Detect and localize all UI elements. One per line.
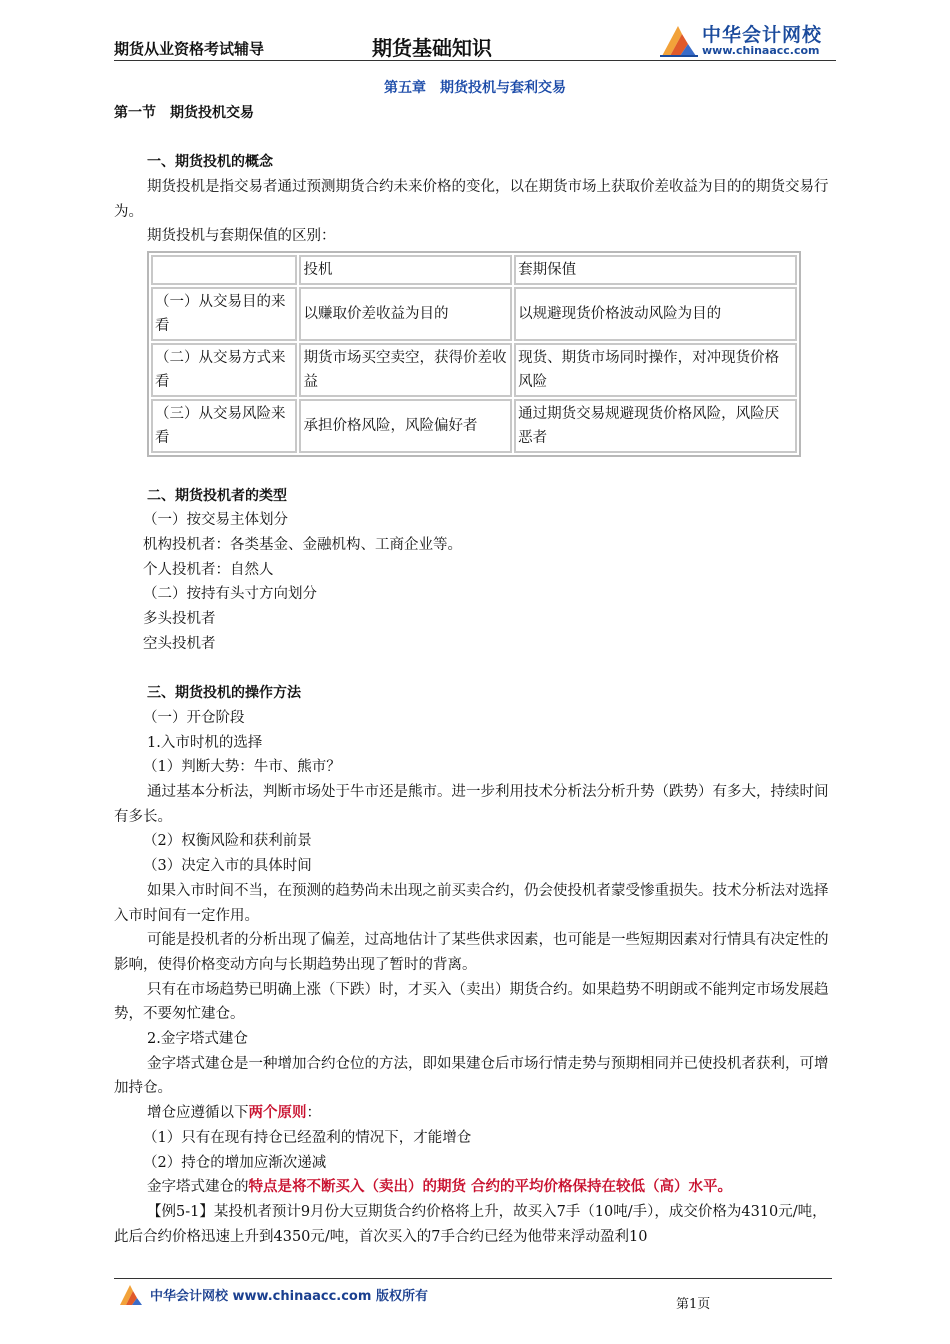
logo-url: www.chinaacc.com bbox=[702, 44, 820, 57]
list-item: 2.金字塔式建仓 bbox=[147, 1031, 248, 1048]
paragraph-example: 【例5-1】某投机者预计9月份大豆期货合约价格将上升，故买入7手（10吨/手），成交价格为4310元/吨，此后合约价格迅速上升到4350元/吨，首次买入的7手合约已经为他带来浮动盈利10 bbox=[114, 1203, 827, 1245]
table-header-cell: 投机 bbox=[299, 255, 512, 285]
table-cell: （一）从交易目的来看 bbox=[151, 287, 297, 341]
logo-name: 中华会计网校 bbox=[702, 24, 823, 46]
list-item: 多头投机者 bbox=[143, 611, 216, 628]
site-logo[interactable] bbox=[658, 18, 836, 60]
text-run: 金字塔式建仓的 bbox=[147, 1179, 249, 1196]
heading-concept: 一、期货投机的概念 bbox=[147, 154, 273, 171]
document-body bbox=[114, 76, 836, 1249]
table-header-cell: 套期保值 bbox=[514, 255, 797, 285]
list-item: 1.入市时机的选择 bbox=[147, 734, 263, 751]
highlight-text: 两个原则 bbox=[248, 1104, 307, 1122]
text-run: 增仓应遵循以下 bbox=[147, 1105, 249, 1122]
table-cell: 期货市场买空卖空，获得价差收益 bbox=[299, 343, 512, 397]
highlight-text: 特点是将不断买入（卖出）的期货 合约的平均价格保持在较低（高）水平。 bbox=[248, 1178, 733, 1196]
table-cell: （二）从交易方式来看 bbox=[151, 343, 297, 397]
page-footer bbox=[114, 1278, 832, 1319]
table-row bbox=[151, 343, 797, 397]
footer-copyright: 中华会计网校 www.chinaacc.com 版权所有 bbox=[150, 1289, 428, 1304]
table-row bbox=[151, 287, 797, 341]
table-header-cell bbox=[151, 255, 297, 285]
chapter-title: 第五章 期货投机与套利交易 bbox=[384, 80, 566, 96]
table-header-row bbox=[151, 255, 797, 285]
list-item: （2）权衡风险和获利前景 bbox=[143, 833, 312, 850]
heading-types: 二、期货投机者的类型 bbox=[147, 487, 287, 504]
footer-logo-icon bbox=[118, 1283, 144, 1307]
list-item: （一）按交易主体划分 bbox=[143, 512, 288, 529]
list-item: （一）开仓阶段 bbox=[143, 709, 245, 726]
list-item: （3）决定入市的具体时间 bbox=[143, 858, 312, 875]
list-item: 机构投机者：各类基金、金融机构、工商企业等。 bbox=[143, 537, 462, 553]
header-center-title: 期货基础知识 bbox=[372, 36, 492, 60]
paragraph: 只有在市场趋势已明确上涨（下跌）时，才买入（卖出）期货合约。如果趋势不明朗或不能判定市场发展趋势，不要匆忙建仓。 bbox=[114, 981, 829, 1023]
paragraph: 通过基本分析法，判断市场处于牛市还是熊市。进一步利用技术分析法分析升势（跌势）有多大，持续时间有多长。 bbox=[114, 784, 829, 825]
list-item: （2）持仓的增加应渐次递减 bbox=[143, 1154, 327, 1171]
section-title: 第一节 期货投机交易 bbox=[114, 104, 254, 121]
table-cell: 承担价格风险，风险偏好者 bbox=[299, 399, 512, 453]
table-cell: 通过期货交易规避现货价格风险，风险厌恶者 bbox=[514, 399, 797, 453]
text-run: ： bbox=[306, 1105, 321, 1122]
paragraph: 金字塔式建仓是一种增加合约仓位的方法，即如果建仓后市场行情走势与预期相同并已使投机者获利，可增加持仓。 bbox=[114, 1055, 829, 1097]
table-row bbox=[151, 399, 797, 453]
list-item: 个人投机者：自然人 bbox=[143, 561, 274, 578]
paragraph: 如果入市时间不当，在预测的趋势尚未出现之前买卖合约，仍会使投机者蒙受惨重损失。技术分析法对选择入市时间有一定作用。 bbox=[114, 882, 829, 924]
page-number: 第1页 bbox=[676, 1297, 711, 1312]
list-item: 空头投机者 bbox=[143, 635, 216, 652]
list-item: （1）只有在现有持仓已经盈利的情况下，才能增仓 bbox=[143, 1129, 472, 1146]
paragraph: 期货投机与套期保值的区别： bbox=[147, 228, 336, 245]
list-item: （二）按持有头寸方向划分 bbox=[143, 586, 317, 603]
paragraph: 可能是投机者的分析出现了偏差，过高地估计了某些供求因素，也可能是一些短期因素对行情具有决定性的影响，使得价格变动方向与长期趋势出现了暂时的背离。 bbox=[114, 932, 829, 973]
logo-mark-icon bbox=[658, 22, 700, 58]
table-cell: （三）从交易风险来看 bbox=[151, 399, 297, 453]
page-header bbox=[114, 18, 836, 61]
comparison-table bbox=[147, 251, 801, 457]
paragraph: 期货投机是指交易者通过预测期货合约未来价格的变化，以在期货市场上获取价差收益为目的的期货交易行为。 bbox=[114, 178, 829, 220]
list-item: （1）判断大势：牛市、熊市？ bbox=[143, 759, 341, 776]
table-cell: 以规避现货价格波动风险为目的 bbox=[514, 287, 797, 341]
paragraph bbox=[114, 1175, 836, 1200]
paragraph bbox=[114, 1101, 836, 1126]
header-left-title: 期货从业资格考试辅导 bbox=[114, 40, 265, 58]
heading-methods: 三、期货投机的操作方法 bbox=[147, 685, 301, 702]
table-cell: 以赚取价差收益为目的 bbox=[299, 287, 512, 341]
table-cell: 现货、期货市场同时操作，对冲现货价格风险 bbox=[514, 343, 797, 397]
